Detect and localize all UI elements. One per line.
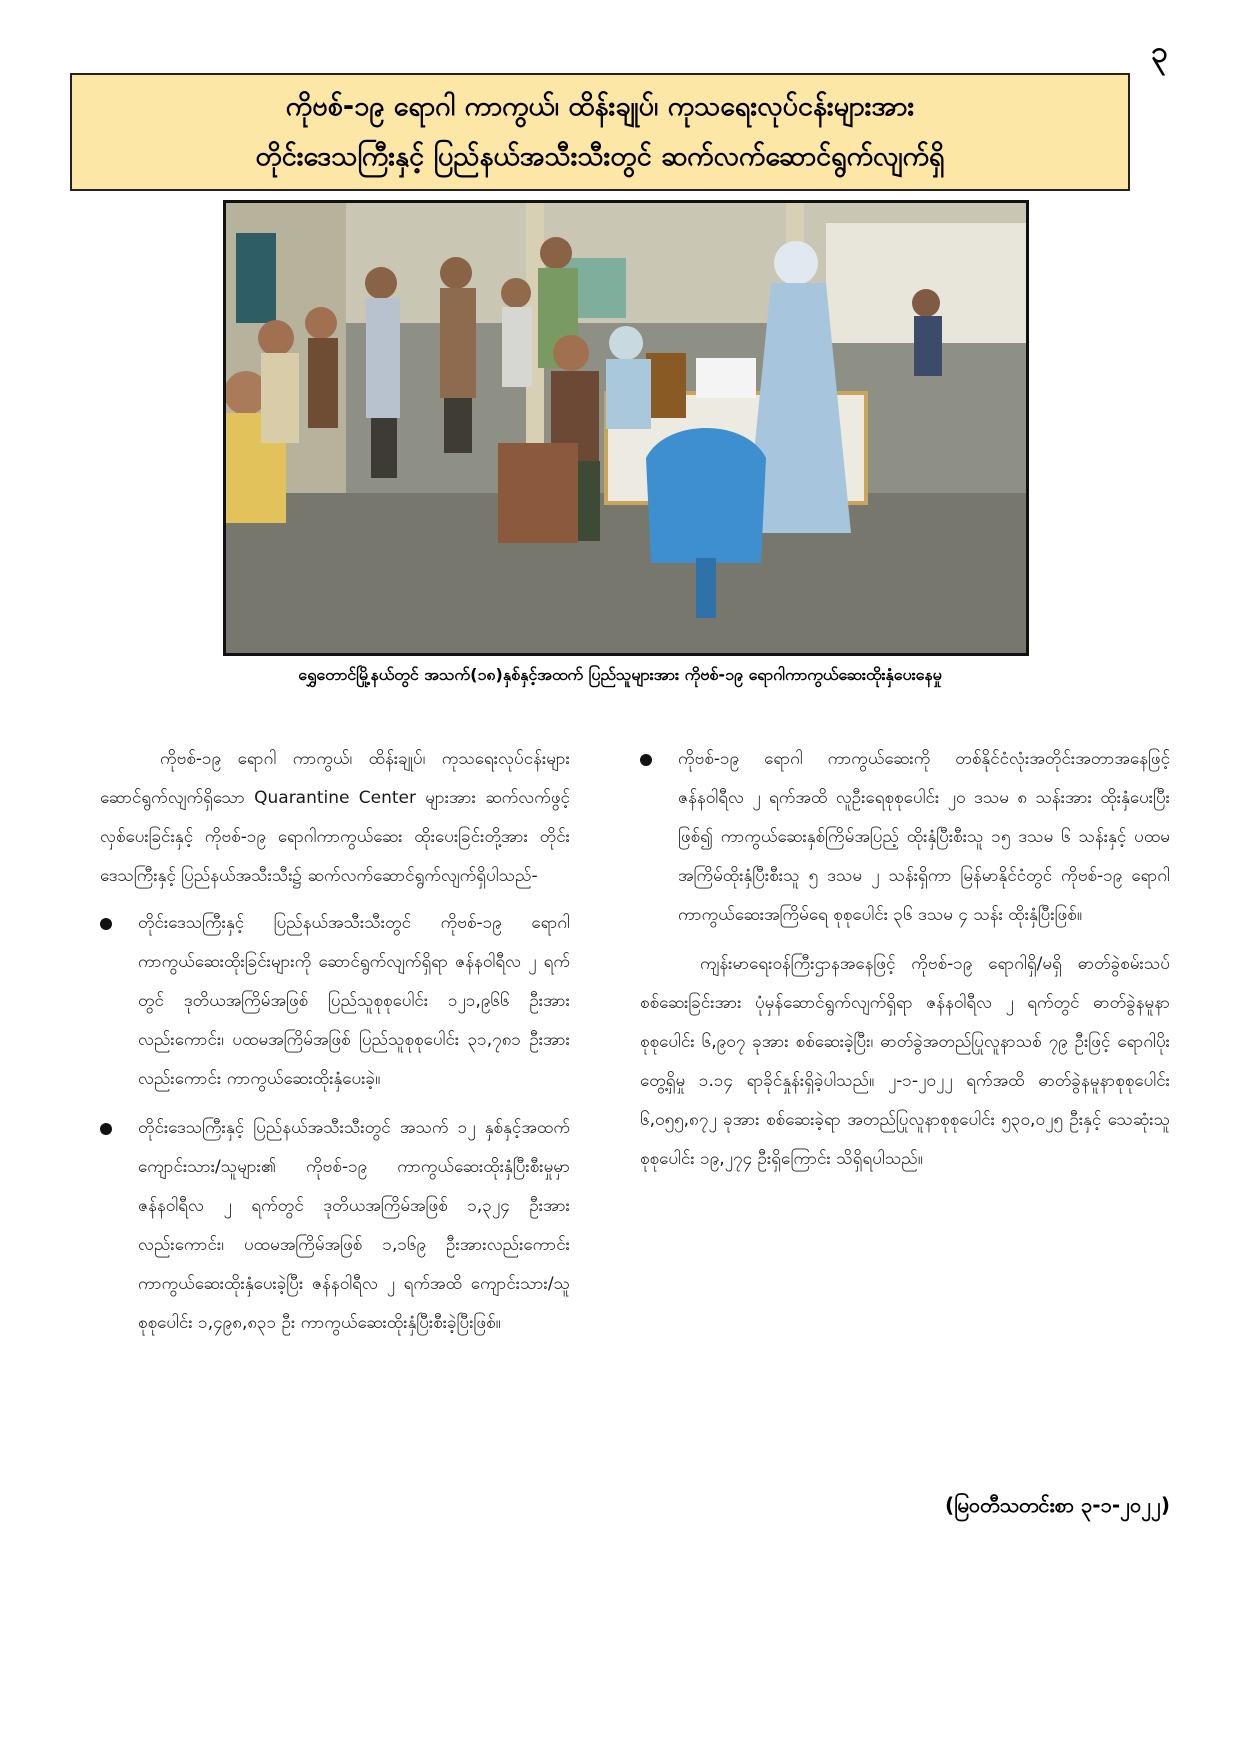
list-item-text: တိုင်းဒေသကြီးနှင့် ပြည်နယ်အသီးသီးတွင် ကိုဗစ်-၁၉ ရောဂါ ကာကွယ်ဆေးထိုးခြင်းများကို ဆောင်ရွက်လျက်ရှိရာ ဇန်နဝါရီလ ၂ ရက်တွင် ဒုတိယအကြိမ်အဖြစ် ပြည်သူစုစုပေါင်း ၁၂၁,၉၆၆ ဦးအားလည်းကောင်း၊ ပထမအကြိမ်အဖြစ် ပြည်သူစုစုပေါင်း ၃၁,၇၈၁ ဦးအားလည်းကောင်း ကာကွယ်ဆေးထိုးနှံပေးခဲ့။ (138, 913, 570, 1089)
list-item-text: ကိုဗစ်-၁၉ ရောဂါ ကာကွယ်ဆေးကို တစ်နိုင်ငံလုံးအတိုင်းအတာအနေဖြင့် ဇန်နဝါရီလ ၂ ရက်အထိ လူဦးရေစုစုပေါင်း ၂၀ ဒသမ ၈ သန်းအား ထိုးနှံပေးပြီးဖြစ်၍ ကာကွယ်ဆေးနှစ်ကြိမ်အပြည့် ထိုးနှံပြီးစီးသူ ၁၅ ဒသမ ၆ သန်းနှင့် ပထမအကြိမ်ထိုးနှံပြီးစီးသူ ၅ ဒသမ ၂ သန်းရှိကာ မြန်မာနိုင်ငံတွင် ကိုဗစ်-၁၉ ရောဂါ ကာကွယ်ဆေးအကြိမ်ရေ စုစုပေါင်း ၃၆ ဒသမ ၄ သန်း ထိုးနှံပြီးဖြစ်။ (678, 749, 1170, 925)
vaccination-photo (223, 200, 1029, 656)
list-item (640, 740, 1170, 935)
right-bullet-list (640, 740, 1170, 935)
list-item-text: တိုင်းဒေသကြီးနှင့် ပြည်နယ်အသီးသီးတွင် အသက် ၁၂ နှစ်နှင့်အထက် ကျောင်းသား/သူများ၏ ကိုဗစ်-၁၉ ကာကွယ်ဆေးထိုးနှံပြီးစီးမှုမှာ ဇန်နဝါရီလ ၂ ရက်တွင် ဒုတိယအကြိမ်အဖြစ် ၁,၃၂၄ ဦးအားလည်းကောင်း၊ ပထမအကြိမ်အဖြစ် ၁,၁၆၉ ဦးအားလည်းကောင်း ကာကွယ်ဆေးထိုးနှံပေးခဲ့ပြီး ဇန်နဝါရီလ ၂ ရက်အထိ ကျောင်းသား/သူစုစုပေါင်း ၁,၄၉၈,၈၃၁ ဦး ကာကွယ်ဆေးထိုးနှံပြီးစီးခဲ့ပြီးဖြစ်။ (138, 1118, 570, 1333)
source-citation: (မြဝတီသတင်းစာ ၃-၁-၂၀၂၂) (944, 1493, 1170, 1517)
vaccination-photo-illustration (226, 203, 1026, 653)
headline-line-2: တိုင်းဒေသကြီးနှင့် ပြည်နယ်အသီးသီးတွင် ဆက်လက်ဆောင်ရွက်လျက်ရှိ (255, 141, 945, 172)
right-column (640, 740, 1170, 1179)
photo-caption: ရွှေတောင်မြို့နယ်တွင် အသက်(၁၈)နှစ်နှင့်အထက် ပြည်သူများအား ကိုဗစ်-၁၉ ရောဂါကာကွယ်ဆေးထိုးနှံပေးနေမှု (298, 665, 942, 684)
page-number: ၃ (1151, 35, 1168, 70)
list-item (100, 1109, 570, 1343)
bullet-icon (100, 918, 112, 930)
bullet-icon (100, 1123, 112, 1135)
headline-line-1: ကိုဗစ်-၁၉ ရောဂါ ကာကွယ်၊ ထိန်းချုပ်၊ ကုသရေးလုပ်ငန်းများအား (285, 91, 915, 122)
left-bullet-list (100, 904, 570, 1343)
headline-box (70, 73, 1130, 191)
testing-paragraph: ကျန်းမာရေးဝန်ကြီးဌာနအနေဖြင့် ကိုဗစ်-၁၉ ရောဂါရှိ/မရှိ ဓာတ်ခွဲစမ်းသပ်စစ်ဆေးခြင်းအား ပုံမှန်ဆောင်ရွက်လျက်ရှိရာ ဇန်နဝါရီလ ၂ ရက်တွင် ဓာတ်ခွဲနမူနာ စုစုပေါင်း ၆,၉၀၇ ခုအား စစ်ဆေးခဲ့ပြီး၊ ဓာတ်ခွဲအတည်ပြုလူနာသစ် ၇၉ ဦးဖြင့် ရောဂါပိုးတွေ့ရှိမှု ၁.၁၄ ရာခိုင်နှုန်းရှိခဲ့ပါသည်။ ၂-၁-၂၀၂၂ ရက်အထိ ဓာတ်ခွဲနမူနာစုစုပေါင်း ၆,၀၅၅,၈၇၂ ခုအား စစ်ဆေးခဲ့ရာ အတည်ပြုလူနာစုစုပေါင်း ၅၃၀,၀၂၅ ဦးနှင့် သေဆုံးသူ စုစုပေါင်း ၁၉,၂၇၄ ဦးရှိကြောင်း သိရှိရပါသည်။ (640, 954, 1170, 1169)
left-column (100, 740, 570, 1353)
bullet-icon (640, 754, 652, 766)
intro-paragraph: ကိုဗစ်-၁၉ ရောဂါ ကာကွယ်၊ ထိန်းချုပ်၊ ကုသရေးလုပ်ငန်းများဆောင်ရွက်လျက်ရှိသော Quarantine Center များအား ဆက်လက်ဖွင့်လှစ်ပေးခြင်းနှင့် ကိုဗစ်-၁၉ ရောဂါကာကွယ်ဆေး ထိုးပေးခြင်းတို့အား တိုင်းဒေသကြီးနှင့် ပြည်နယ်အသီးသီး၌ ဆက်လက်ဆောင်ရွက်လျက်ရှိပါသည်- (100, 749, 570, 886)
list-item (100, 904, 570, 1099)
